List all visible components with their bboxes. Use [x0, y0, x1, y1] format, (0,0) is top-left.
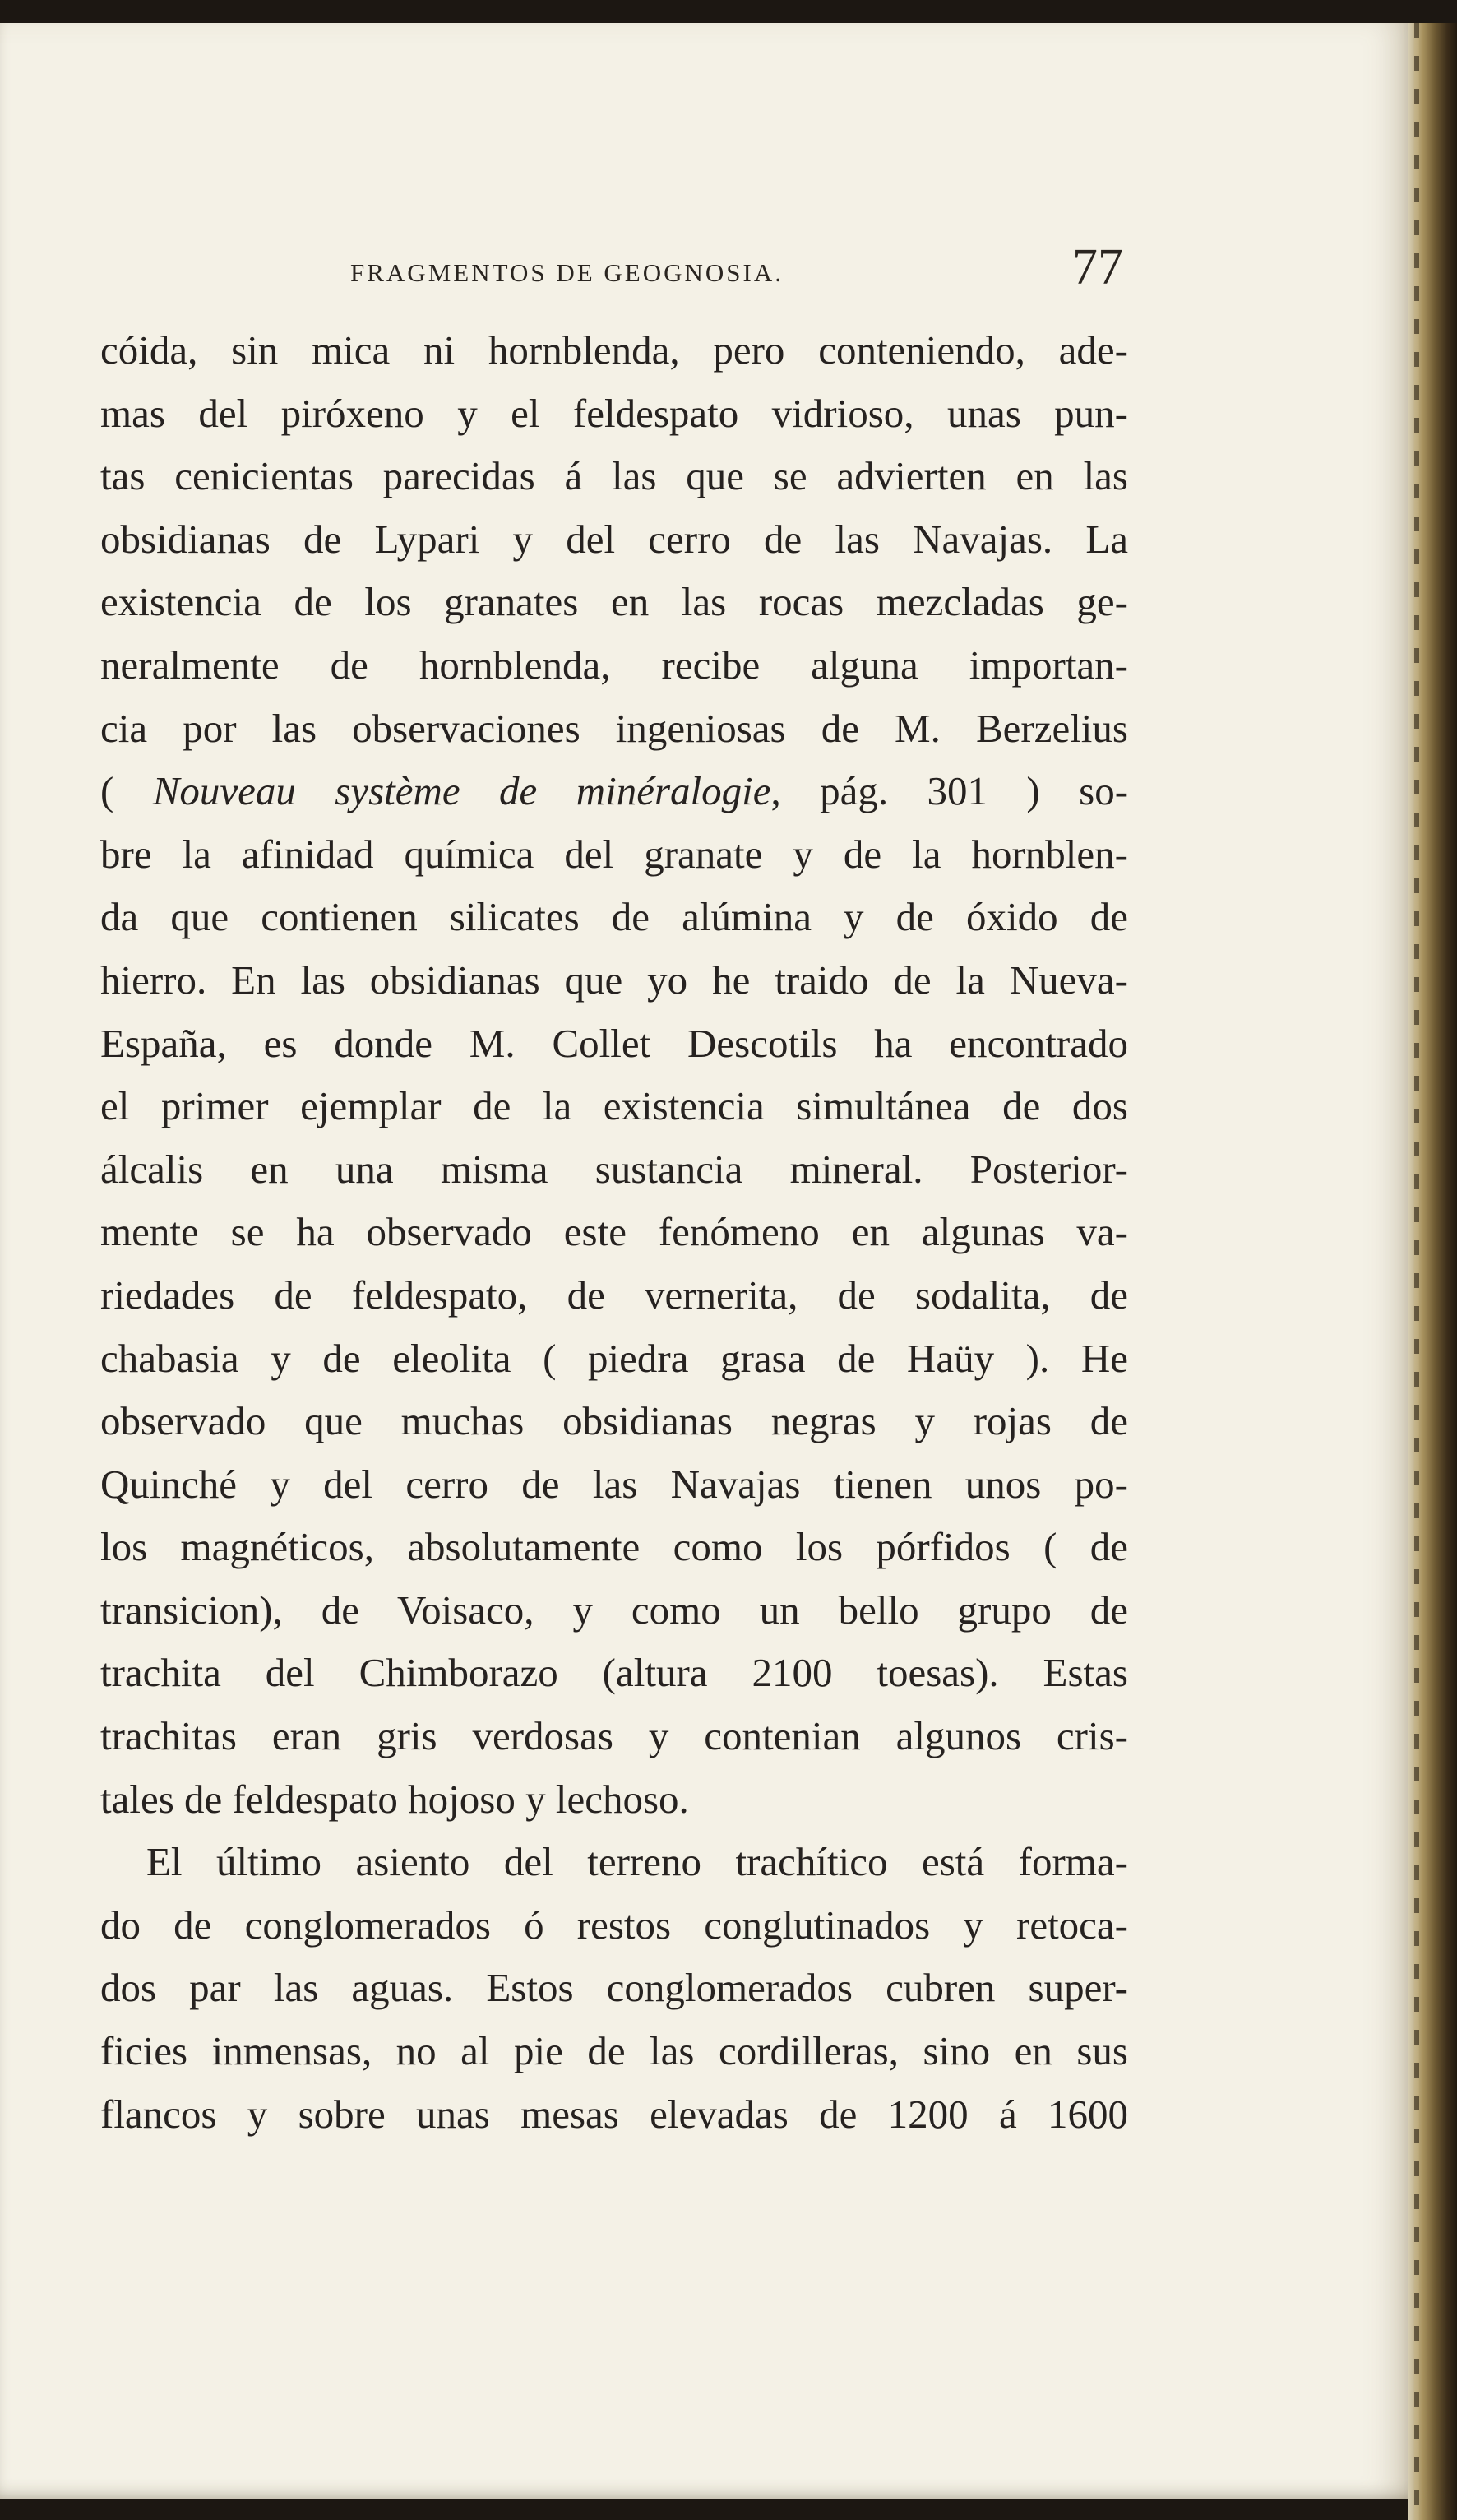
text-line: cóida, sin mica ni hornblenda, pero conteniendo, ade- — [100, 327, 1128, 373]
text-line: obsidianas de Lypari y del cerro de las Navajas. La — [100, 516, 1128, 562]
citation-suffix: , pág. 301 ) so- — [770, 768, 1129, 814]
text-line: dos par las aguas. Estos conglomerados cubren super- — [100, 1965, 1128, 2011]
text-line: cia por las observaciones ingeniosas de M. Berzelius — [100, 705, 1128, 751]
text-line: bre la afinidad química del granate y de la hornblen- — [100, 831, 1128, 877]
text-line: España, es donde M. Collet Descotils ha encontrado — [100, 1020, 1128, 1066]
page-number: 77 — [1072, 239, 1123, 295]
text-line: chabasia y de eleolita ( piedra grasa de Haüy ). He — [100, 1335, 1128, 1381]
citation-prefix: ( — [100, 768, 153, 814]
text-line: trachita del Chimborazo (altura 2100 toesas). Estas — [100, 1650, 1128, 1696]
page-header — [104, 239, 1123, 304]
text-line: flancos y sobre unas mesas elevadas de 1200 á 1600 — [100, 2091, 1128, 2137]
text-line: El último asiento del terreno trachítico está forma- — [146, 1839, 1128, 1885]
text-line: riedades de feldespato, de vernerita, de sodalita, de — [100, 1272, 1128, 1318]
paragraph-2 — [100, 1831, 1128, 2146]
text-line: hierro. En las obsidianas que yo he traido de la Nueva- — [100, 957, 1128, 1003]
body-text — [100, 319, 1128, 2146]
text-line: álcalis en una misma sustancia mineral. Posterior- — [100, 1146, 1128, 1192]
text-line: trachitas eran gris verdosas y contenian algunos cris- — [100, 1713, 1128, 1759]
text-line: tales de feldespato hojoso y lechoso. — [100, 1776, 689, 1822]
text-line: el primer ejemplar de la existencia simultánea de dos — [100, 1083, 1128, 1129]
text-line: los magnéticos, absolutamente como los pórfidos ( de — [100, 1524, 1128, 1570]
running-title: FRAGMENTOS DE GEOGNOSIA. — [350, 258, 784, 287]
text-line: do de conglomerados ó restos conglutinados y retoca- — [100, 1902, 1128, 1948]
text-line-citation — [100, 760, 1128, 823]
text-line: mas del piróxeno y el feldespato vidrioso, unas pun- — [100, 390, 1128, 436]
text-line: neralmente de hornblenda, recibe alguna importan- — [100, 642, 1128, 688]
citation-title: Nouveau système de minéralogie — [152, 768, 771, 814]
text-line: existencia de los granates en las rocas mezcladas ge- — [100, 579, 1128, 625]
paragraph-1 — [100, 319, 1128, 1831]
text-line: mente se ha observado este fenómeno en algunas va- — [100, 1209, 1128, 1255]
text-line: tas cenicientas parecidas á las que se advierten en las — [100, 453, 1128, 499]
text-line: Quinché y del cerro de las Navajas tienen unos po- — [100, 1461, 1128, 1507]
text-line: observado que muchas obsidianas negras y rojas de — [100, 1398, 1128, 1444]
text-line: da que contienen silicates de alúmina y de óxido de — [100, 894, 1128, 940]
text-line: transicion), de Voisaco, y como un bello grupo de — [100, 1587, 1128, 1633]
text-line: ficies inmensas, no al pie de las cordilleras, sino en sus — [100, 2028, 1128, 2074]
book-binding-edge — [1408, 23, 1457, 2520]
